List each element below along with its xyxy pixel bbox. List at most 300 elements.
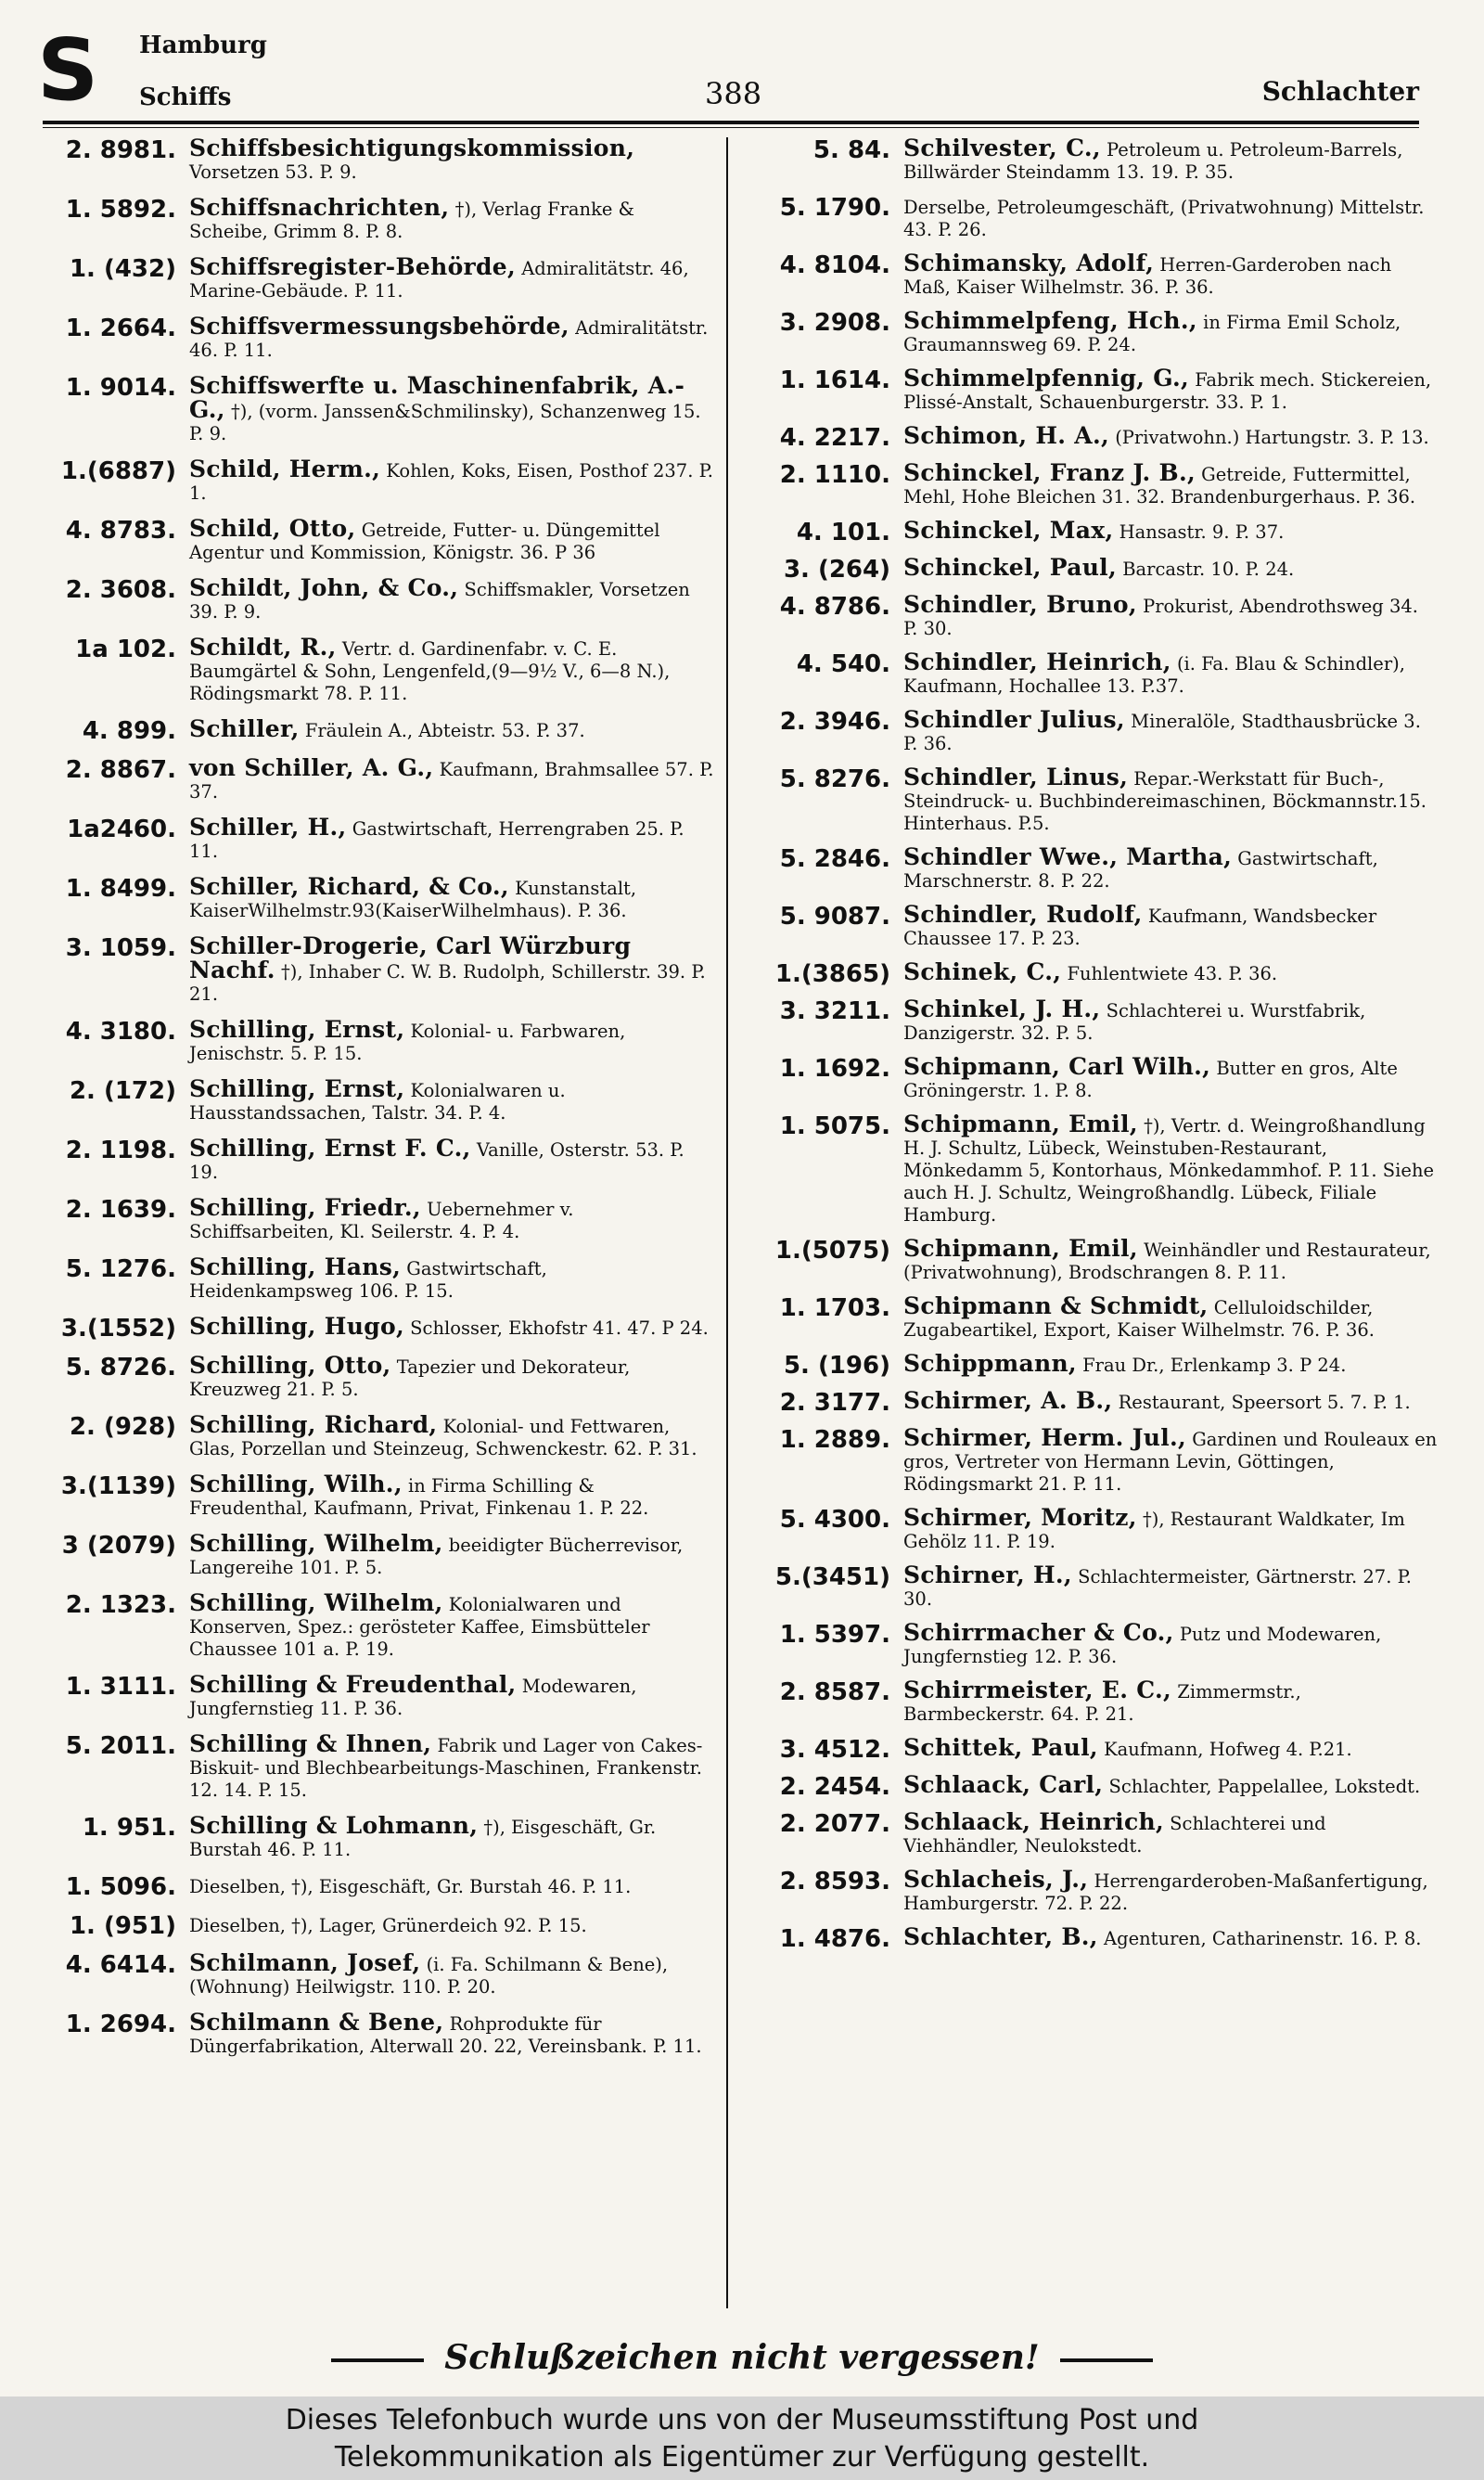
- entry-details: Kunstanstalt, KaiserWilhelmstr.93(KaiserWilhelmhaus). P. 36.: [189, 878, 637, 921]
- entry-text: [903, 1504, 1438, 1553]
- entry-name: Schiller-Drogerie, Carl Würzburg Nachf.: [189, 932, 632, 983]
- phone-number: 4. 6414.: [65, 1951, 176, 1979]
- footer-slogan: [0, 2338, 1484, 2377]
- directory-entry: [751, 1771, 1438, 1801]
- directory-entry: [751, 843, 1438, 893]
- phone-number: 3.(1139): [60, 1472, 176, 1500]
- entry-details: Admiralitätstr. 46, Marine-Gebäude. P. 11.: [189, 258, 689, 302]
- phone-number: 1a2460.: [67, 816, 176, 843]
- entry-name: Schilling & Ihnen,: [189, 1730, 432, 1757]
- entry-details: Butter en gros, Alte Gröningerstr. 1. P. 8.: [903, 1058, 1398, 1101]
- entry-text: [189, 932, 714, 1006]
- directory-entry: [37, 816, 714, 863]
- entry-name: Schittek, Paul,: [903, 1734, 1098, 1761]
- section-letter: S: [37, 20, 99, 120]
- phone-number: 2. 1110.: [779, 461, 890, 489]
- directory-entry: [37, 873, 714, 922]
- entry-name: Schilling, Ernst,: [189, 1075, 405, 1102]
- entry-details: Fuhlentwiete 43. P. 36.: [1067, 963, 1278, 984]
- phone-number: 2. 8587.: [779, 1678, 890, 1706]
- entry-text: [189, 1671, 714, 1720]
- directory-entry: [37, 932, 714, 1006]
- entry-details: Schiffsmakler, Vorsetzen 39. P. 9.: [189, 579, 690, 623]
- entry-text: [189, 1352, 714, 1401]
- phone-number: 5. 2846.: [779, 845, 890, 873]
- entry-text: [903, 554, 1438, 581]
- ownership-notice: [0, 2396, 1484, 2480]
- entry-details: Vanille, Osterstr. 53. P. 19.: [189, 1139, 684, 1183]
- phone-number: 1. 2694.: [65, 2011, 176, 2038]
- entry-text: [189, 1194, 714, 1243]
- entry-text: [903, 1808, 1438, 1857]
- directory-entry: [751, 367, 1438, 414]
- entry-text: [903, 459, 1438, 508]
- directory-entry: [751, 422, 1438, 452]
- entry-text: [189, 1075, 714, 1124]
- phone-number: 1.(5075): [774, 1237, 890, 1265]
- entry-details: Mineralöle, Stadthausbrücke 3. P. 36.: [903, 711, 1421, 754]
- phone-number: 3. 4512.: [779, 1736, 890, 1764]
- entry-details: Kaufmann, Brahmsallee 57. P. 37.: [189, 759, 714, 803]
- phone-number: 1. 5096.: [65, 1873, 176, 1901]
- directory-entry: [751, 307, 1438, 356]
- right-column: [751, 137, 1438, 1963]
- entry-details: Getreide, Futter- u. Düngemittel Agentur und Kommission, Königstr. 36. P 36: [189, 520, 660, 563]
- phone-number: 1. 2889.: [779, 1426, 890, 1454]
- directory-entry: [751, 1113, 1438, 1227]
- directory-entry: [37, 1589, 714, 1661]
- entry-name: Schlacheis, J.,: [903, 1866, 1089, 1893]
- phone-number: 2. 8981.: [65, 136, 176, 164]
- phone-number: 3.(1552): [60, 1315, 176, 1343]
- phone-number: 3. 3211.: [779, 997, 890, 1025]
- entry-name: Schimon, H. A.,: [903, 422, 1109, 449]
- phone-number: 4. 3180.: [65, 1018, 176, 1046]
- directory-entry: [751, 1561, 1438, 1611]
- entry-name: Schilling, Ernst F. C.,: [189, 1135, 471, 1162]
- entry-text: [903, 1771, 1438, 1798]
- entry-text: [903, 137, 1438, 184]
- directory-entry: [751, 591, 1438, 640]
- entry-name: Schindler Wwe., Martha,: [903, 843, 1233, 870]
- entry-name: Schilling, Wilhelm,: [189, 1589, 443, 1616]
- entry-name: Schiller, H.,: [189, 814, 347, 841]
- phone-number: 1. 5892.: [65, 196, 176, 224]
- entry-name: Schild, Herm.,: [189, 456, 381, 482]
- entry-text: [189, 1253, 714, 1303]
- directory-entry: [751, 252, 1438, 299]
- entry-details: Schlosser, Ekhofstr 41. 47. P 24.: [410, 1317, 709, 1339]
- phone-number: 3. 2908.: [779, 309, 890, 337]
- directory-entry: [751, 901, 1438, 950]
- entry-details: Kaufmann, Wandsbecker Chaussee 17. P. 23.: [903, 906, 1377, 949]
- entry-details: Celluloidschilder, Zugabeartikel, Export, Kaiser Wilhelmstr. 76. P. 36.: [903, 1297, 1375, 1341]
- header-rule-thin: [43, 127, 1419, 128]
- phone-number: 5.(3451): [774, 1563, 890, 1591]
- directory-entry: [37, 1949, 714, 1998]
- entry-details: Agenturen, Catharinenstr. 16. P. 8.: [1104, 1928, 1422, 1949]
- directory-entry: [37, 1473, 714, 1520]
- entry-name: Schindler, Rudolf,: [903, 901, 1143, 928]
- entry-name: Schirner, H.,: [903, 1561, 1072, 1588]
- entry-text: [189, 1589, 714, 1661]
- directory-entry: [751, 195, 1438, 241]
- entry-details: Admiralitätstr. 46. P. 11.: [189, 317, 709, 361]
- directory-entry: [751, 766, 1438, 835]
- directory-entry: [37, 754, 714, 803]
- entry-text: [189, 1949, 714, 1998]
- entry-name: Schild, Otto,: [189, 515, 356, 542]
- entry-text: [903, 1292, 1438, 1342]
- directory-entry: [751, 1350, 1438, 1380]
- entry-text: [189, 1473, 714, 1520]
- phone-number: 1. 1614.: [779, 366, 890, 394]
- entry-details: †), (vorm. Janssen&Schmilinsky), Schanzenweg 15. P. 9.: [189, 401, 701, 444]
- entry-text: [189, 1874, 714, 1898]
- phone-number: 1. 951.: [82, 1814, 176, 1842]
- directory-entry: [751, 958, 1438, 988]
- entry-name: Schindler, Linus,: [903, 764, 1129, 790]
- directory-entry: [751, 1292, 1438, 1342]
- entry-name: Schilling & Lohmann,: [189, 1812, 479, 1839]
- entry-details: Kohlen, Koks, Eisen, Posthof 237. P. 1.: [189, 460, 713, 504]
- phone-number: 5. 84.: [812, 136, 890, 164]
- entry-text: [903, 517, 1438, 544]
- entry-details: Hansastr. 9. P. 37.: [1119, 521, 1285, 543]
- entry-name: Schipmann, Emil,: [903, 1111, 1138, 1137]
- entry-name: Schindler Julius,: [903, 706, 1125, 733]
- entry-details: Vorsetzen 53. P. 9.: [189, 161, 357, 183]
- entry-text: [189, 253, 714, 302]
- entry-text: [903, 1350, 1438, 1377]
- entry-details: Kolonialwaren und Konserven, Spez.: gerösteter Kaffee, Eimsbütteler Chaussee 101 a. P. 19.: [189, 1594, 650, 1660]
- entry-details: Restaurant, Speersort 5. 7. P. 1.: [1118, 1392, 1411, 1413]
- phone-number: 1. 2664.: [65, 315, 176, 342]
- entry-text: [189, 315, 714, 362]
- directory-entry: [751, 1235, 1438, 1284]
- directory-entry: [37, 1812, 714, 1861]
- entry-details: †), Verlag Franke & Scheibe, Grimm 8. P. 8.: [189, 199, 635, 242]
- directory-entry: [751, 1808, 1438, 1857]
- header-rule-thick: [43, 121, 1419, 124]
- directory-entry: [751, 517, 1438, 546]
- directory-entry: [37, 715, 714, 745]
- directory-entry: [751, 459, 1438, 508]
- entry-text: [903, 422, 1438, 449]
- phone-number: 2. 1323.: [65, 1591, 176, 1619]
- entry-details: Fräulein A., Abteistr. 53. P. 37.: [304, 720, 585, 741]
- entry-details: Kolonial- u. Farbwaren, Jenischstr. 5. P. 15.: [189, 1021, 626, 1064]
- phone-number: 1.(3865): [774, 960, 890, 988]
- entry-name: Schimmelpfeng, Hch.,: [903, 307, 1197, 334]
- entry-name: Schilling, Friedr.,: [189, 1194, 421, 1221]
- header-range-end: Schlachter: [1261, 76, 1419, 107]
- page-number: 388: [705, 76, 762, 111]
- directory-entry: [751, 1053, 1438, 1102]
- entry-name: Schiffsregister-Behörde,: [189, 253, 517, 280]
- entry-text: [903, 1619, 1438, 1668]
- phone-number: 1. 1692.: [779, 1055, 890, 1083]
- directory-entry: [751, 1387, 1438, 1417]
- entry-details: Fabrik mech. Stickereien, Plissé-Anstalt, Schauenburgerstr. 33. P. 1.: [903, 369, 1432, 413]
- entry-name: Schiffsbesichtigungskommission,: [189, 135, 635, 161]
- directory-entry: [37, 2011, 714, 2058]
- entry-text: [189, 372, 714, 445]
- entry-text: [189, 1313, 714, 1340]
- entry-details: Rohprodukte für Düngerfabrikation, Alterwall 20. 22, Vereinsbank. P. 11.: [189, 2013, 702, 2057]
- entry-name: Schipmann & Schmidt,: [903, 1292, 1209, 1319]
- entry-details: Fabrik und Lager von Cakes-Biskuit- und Blechbearbeitungs-Maschinen, Frankenstr. 12. 14. P. 15.: [189, 1735, 703, 1801]
- phone-number: 1.(6887): [60, 457, 176, 485]
- phone-number: 1. (951): [69, 1912, 176, 1940]
- phone-number: 3 (2079): [61, 1532, 176, 1560]
- entry-name: Schilvester, C.,: [903, 135, 1101, 161]
- entry-name: Schilling, Otto,: [189, 1352, 391, 1379]
- directory-entry: [751, 1923, 1438, 1953]
- entry-details: Putz und Modewaren, Jungfernstieg 12. P. 36.: [903, 1624, 1382, 1667]
- entry-details: (i. Fa. Schilmann & Bene), (Wohnung) Heilwigstr. 110. P. 20.: [189, 1954, 669, 1998]
- entry-details: Frau Dr., Erlenkamp 3. P 24.: [1082, 1355, 1347, 1376]
- phone-number: 2. 3177.: [779, 1389, 890, 1417]
- directory-entry: [751, 651, 1438, 698]
- phone-number: 5. 2011.: [65, 1732, 176, 1760]
- entry-text: [189, 1730, 714, 1802]
- entry-name: Schipmann, Emil,: [903, 1235, 1138, 1262]
- entry-text: [903, 195, 1438, 241]
- phone-number: 4. 2217.: [779, 424, 890, 452]
- phone-number: 1a 102.: [75, 636, 176, 663]
- entry-details: Derselbe, Petroleumgeschäft, (Privatwohnung) Mittelstr. 43. P. 26.: [903, 197, 1425, 240]
- entry-details: Kolonialwaren u. Hausstandssachen, Talstr. 34. P. 4.: [189, 1080, 566, 1124]
- entry-details: Schlachterei u. Wurstfabrik, Danzigerstr. 32. P. 5.: [903, 1000, 1366, 1044]
- entry-name: Schilling, Ernst,: [189, 1016, 405, 1043]
- entry-details: Gastwirtschaft, Herrengraben 25. P. 11.: [189, 818, 684, 862]
- entry-name: Schlachter, B.,: [903, 1923, 1098, 1950]
- directory-entry: [37, 372, 714, 445]
- phone-number: 4. 8786.: [779, 593, 890, 621]
- entry-name: Schirmer, Herm. Jul.,: [903, 1424, 1187, 1451]
- phone-number: 1. (432): [69, 255, 176, 283]
- directory-entry: [751, 706, 1438, 755]
- entry-text: [903, 998, 1438, 1045]
- entry-text: [189, 816, 714, 863]
- entry-text: [189, 1137, 714, 1184]
- header-city: Hamburg: [139, 32, 267, 59]
- entry-details: Petroleum u. Petroleum-Barrels, Billwärder Steindamm 13. 19. P. 35.: [903, 139, 1403, 183]
- notice-line-1: Dieses Telefonbuch wurde uns von der Museumsstiftung Post und: [285, 2404, 1199, 2436]
- entry-details: †), Restaurant Waldkater, Im Gehölz 11. P. 19.: [903, 1509, 1405, 1552]
- phone-number: 1. 9014.: [65, 374, 176, 402]
- entry-name: Schilling, Richard,: [189, 1411, 438, 1438]
- entry-details: Modewaren, Jungfernstieg 11. P. 36.: [189, 1676, 637, 1719]
- entry-text: [903, 1866, 1438, 1915]
- entry-name: Schippmann,: [903, 1350, 1077, 1377]
- entry-name: Schilmann & Bene,: [189, 2009, 444, 2036]
- directory-entry: [37, 315, 714, 362]
- directory-entry: [37, 1016, 714, 1065]
- entry-text: [903, 651, 1438, 698]
- entry-text: [189, 873, 714, 922]
- entry-details: Schlachterei und Viehhändler, Neulokstedt.: [903, 1813, 1326, 1857]
- directory-entry: [751, 998, 1438, 1045]
- entry-name: Schiffswerfte u. Maschinenfabrik, A.-G.,: [189, 372, 685, 423]
- entry-name: Schilling, Hans,: [189, 1253, 402, 1280]
- phone-number: 2. 3946.: [779, 708, 890, 736]
- entry-text: [903, 307, 1438, 356]
- directory-entry: [37, 253, 714, 302]
- phone-number: 3. (264): [783, 556, 890, 584]
- entry-name: Schiller,: [189, 715, 300, 742]
- entry-name: Schilmann, Josef,: [189, 1949, 421, 1976]
- entry-details: †), Inhaber C. W. B. Rudolph, Schillerstr. 39. P. 21.: [189, 961, 706, 1005]
- entry-details: Vertr. d. Gardinenfabr. v. C. E. Baumgärtel & Sohn, Lengenfeld,(9—9½ V., 6—8 N.), Rödingsmarkt 78. P. 11.: [189, 638, 671, 704]
- phone-number: 2. 2454.: [779, 1773, 890, 1801]
- entry-text: [903, 1561, 1438, 1611]
- directory-entry: [751, 1424, 1438, 1496]
- phone-number: 5. 1276.: [65, 1255, 176, 1283]
- entry-text: [903, 1923, 1438, 1950]
- entry-details: (Privatwohn.) Hartungstr. 3. P. 13.: [1115, 427, 1429, 448]
- phone-number: 5. 8276.: [779, 765, 890, 793]
- directory-entry: [37, 1313, 714, 1343]
- entry-details: Barcastr. 10. P. 24.: [1122, 559, 1295, 580]
- directory-entry: [37, 1730, 714, 1802]
- entry-details: Gastwirtschaft, Marschnerstr. 8. P. 22.: [903, 848, 1378, 892]
- entry-text: [903, 1679, 1438, 1726]
- entry-text: [903, 901, 1438, 950]
- phone-number: 2. 8867.: [65, 756, 176, 784]
- directory-entry: [751, 1866, 1438, 1915]
- directory-entry: [37, 458, 714, 505]
- slogan-dash-right: [1060, 2358, 1153, 2362]
- left-column: [37, 137, 714, 2071]
- entry-text: [189, 715, 714, 742]
- directory-entry: [751, 1734, 1438, 1764]
- entry-text: [189, 1411, 714, 1460]
- entry-details: Dieselben, †), Lager, Grünerdeich 92. P. 15.: [189, 1915, 587, 1936]
- phone-number: 1. 3111.: [65, 1673, 176, 1701]
- entry-name: Schildt, John, & Co.,: [189, 574, 459, 601]
- notice-line-2: Telekommunikation als Eigentümer zur Verfügung gestellt.: [334, 2441, 1150, 2474]
- directory-entry: [37, 137, 714, 184]
- phone-number: 4. 899.: [82, 717, 176, 745]
- entry-name: Schinckel, Paul,: [903, 554, 1117, 581]
- entry-details: (i. Fa. Blau & Schindler), Kaufmann, Hochallee 13. P.37.: [903, 653, 1405, 697]
- entry-name: Schindler, Heinrich,: [903, 649, 1171, 675]
- entry-text: [189, 458, 714, 505]
- entry-name: Schinek, C.,: [903, 958, 1062, 985]
- entry-text: [903, 1113, 1438, 1227]
- directory-entry: [37, 1253, 714, 1303]
- directory-entry: [37, 1913, 714, 1939]
- entry-details: Getreide, Futtermittel, Mehl, Hohe Bleichen 31. 32. Brandenburgerhaus. P. 36.: [903, 464, 1416, 508]
- entry-text: [903, 1235, 1438, 1284]
- entry-name: Schinckel, Franz J. B.,: [903, 459, 1196, 486]
- directory-entry: [37, 574, 714, 623]
- entry-text: [903, 1734, 1438, 1761]
- entry-text: [189, 1913, 714, 1937]
- directory-entry: [37, 1874, 714, 1900]
- phone-number: 3. 1059.: [65, 934, 176, 962]
- entry-details: Schlachtermeister, Gärtnerstr. 27. P. 30.: [903, 1566, 1412, 1610]
- phone-number: 5. 8726.: [65, 1354, 176, 1381]
- entry-text: [189, 636, 714, 705]
- phone-number: 2. 8593.: [779, 1868, 890, 1895]
- phone-number: 1. 5397.: [779, 1621, 890, 1649]
- entry-text: [189, 754, 714, 803]
- entry-details: Gardinen und Rouleaux en gros, Vertreter von Hermann Levin, Göttingen, Rödingsmarkt 21. P. 11.: [903, 1429, 1438, 1495]
- entry-text: [903, 766, 1438, 835]
- entry-name: Schiller, Richard, & Co.,: [189, 873, 509, 900]
- directory-entry: [37, 1137, 714, 1184]
- phone-number: 1. 5075.: [779, 1112, 890, 1140]
- directory-entry: [37, 1530, 714, 1579]
- directory-entry: [37, 1671, 714, 1720]
- entry-name: Schimmelpfennig, G.,: [903, 365, 1190, 392]
- entry-name: Schilling, Hugo,: [189, 1313, 404, 1340]
- entry-text: [189, 1016, 714, 1065]
- phone-number: 1. 4876.: [779, 1925, 890, 1953]
- entry-name: Schilling, Wilhelm,: [189, 1530, 443, 1557]
- phone-number: 5. 9087.: [779, 903, 890, 931]
- directory-entry: [751, 1504, 1438, 1553]
- entry-details: Uebernehmer v. Schiffsarbeiten, Kl. Seilerstr. 4. P. 4.: [189, 1199, 574, 1242]
- directory-entry: [37, 636, 714, 705]
- entry-text: [189, 515, 714, 564]
- directory-entry: [751, 554, 1438, 584]
- entry-text: [189, 137, 714, 184]
- entry-details: Herren-Garderoben nach Maß, Kaiser Wilhelmstr. 36. P. 36.: [903, 254, 1392, 298]
- directory-entry: [751, 1679, 1438, 1726]
- entry-name: Schirmer, A. B.,: [903, 1387, 1113, 1414]
- directory-entry: [37, 515, 714, 564]
- entry-name: Schinckel, Max,: [903, 517, 1114, 544]
- entry-details: †), Vertr. d. Weingroßhandlung H. J. Schultz, Lübeck, Weinstuben-Restaurant, Mönkedamm 5, Kontorhaus, Mönkedammhof. P. 11. Siehe auch H. J. Schultz, Weingroßhandlg. Lübeck, Filiale Hamburg.: [903, 1115, 1435, 1226]
- entry-text: [189, 574, 714, 623]
- phone-number: 5. (196): [783, 1352, 890, 1380]
- entry-details: Kolonial- und Fettwaren, Glas, Porzellan und Steinzeug, Schwenckestr. 62. P. 31.: [189, 1416, 697, 1459]
- entry-text: [903, 591, 1438, 640]
- entry-text: [189, 194, 714, 243]
- header-range-start: Schiffs: [139, 84, 232, 111]
- entry-name: Schirrmacher & Co.,: [903, 1619, 1174, 1646]
- phone-number: 4. 540.: [796, 650, 890, 678]
- entry-details: Herrengarderoben-Maßanfertigung, Hamburgerstr. 72. P. 22.: [903, 1870, 1428, 1914]
- phone-number: 5. 1790.: [779, 194, 890, 222]
- phone-number: 2. 1198.: [65, 1137, 176, 1164]
- entry-name: Schiffsvermessungsbehörde,: [189, 313, 569, 340]
- directory-entry: [37, 1352, 714, 1401]
- phone-number: 2. 2077.: [779, 1810, 890, 1838]
- entry-name: Schildt, R.,: [189, 634, 337, 661]
- directory-entry: [37, 1075, 714, 1124]
- entry-details: in Firma Emil Scholz, Graumannsweg 69. P. 24.: [903, 312, 1401, 355]
- directory-entry: [751, 137, 1438, 184]
- entry-text: [903, 1053, 1438, 1102]
- slogan-dash-left: [331, 2358, 424, 2362]
- slogan-text: Schlußzeichen nicht vergessen!: [444, 2338, 1040, 2377]
- phone-number: 2. (928): [69, 1413, 176, 1441]
- entry-details: Gastwirtschaft, Heidenkampsweg 106. P. 15.: [189, 1258, 547, 1302]
- entry-name: Schlaack, Heinrich,: [903, 1808, 1164, 1835]
- phone-number: 2. (172): [69, 1077, 176, 1105]
- entry-name: Schindler, Bruno,: [903, 591, 1137, 618]
- entry-details: Weinhändler und Restaurateur, (Privatwohnung), Brodschrangen 8. P. 11.: [903, 1240, 1431, 1283]
- phone-number: 1. 1703.: [779, 1294, 890, 1322]
- entry-details: Repar.-Werkstatt für Buch-, Steindruck- u. Buchbindereimaschinen, Böckmannstr.15. Hinterhaus. P.5.: [903, 768, 1426, 834]
- entry-details: Kaufmann, Hofweg 4. P.21.: [1104, 1739, 1352, 1760]
- entry-name: Schiffsnachrichten,: [189, 194, 450, 221]
